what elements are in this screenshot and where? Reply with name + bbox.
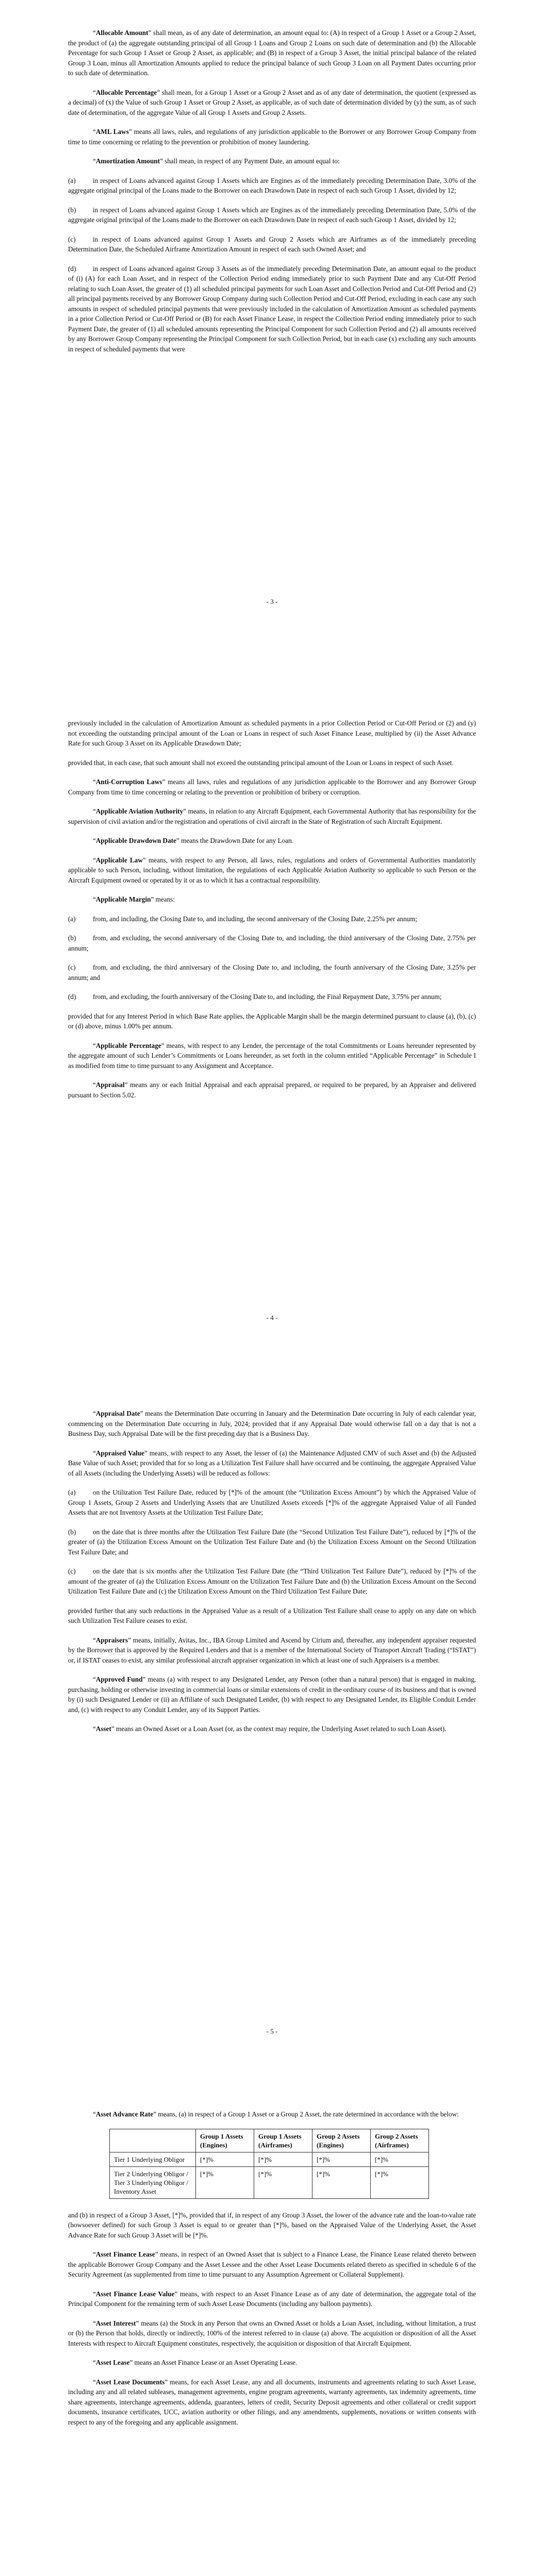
table-cell: [*]% bbox=[371, 2166, 429, 2198]
definition-paragraph: “Applicable Drawdown Date” means the Drawdown Date for any Loan. bbox=[93, 837, 293, 844]
defined-term: Asset Advance Rate bbox=[95, 2110, 154, 2118]
clause-text: in respect of Loans advanced against Group 1 Assets which are Engines as of the immediately preceding Determination Date, 3.0% of the aggregate original principal of the Loans made to the Borrower on each Drawdown Date in respect of each such Group 1 Asset, divided by 12; bbox=[68, 176, 476, 194]
page-number: - 5 - bbox=[266, 2027, 278, 2035]
table-cell: [*]% bbox=[254, 2166, 312, 2198]
definition-paragraph: “Asset Finance Lease” means, in respect of an Owned Asset that is subject to a Finance Lease, the Finance Lease related thereto between the applicable Borrower Group Company and the Asset Lessee and the other Asset Lease Documents related thereto as specified in schedule 6 of the Security Agreement (as supplemented from time to time pursuant to any Assumption Agreement or Collateral Supplement). bbox=[68, 2250, 476, 2278]
page-body bbox=[68, 718, 476, 1109]
clause-number: (a) bbox=[68, 176, 76, 184]
definition-paragraph: “Asset Lease Documents” means, for each Asset Lease, any and all documents, instruments and agreements relating to such Asset Lease, including any and all related subleases, management agreements, engine program agreements, warranty agreements, tax indemnity agreements, time share agreements, interchange agreements, addenda, guarantees, letters of credit, Security Deposit agreements and other collateral or credit support documents, insurance certificates, UCC, aviation authority or other filings, and any amendments, supplements, novations or written consents with respect to any of the foregoing and any applicable assignment. bbox=[68, 2378, 476, 2426]
advance-rate-table bbox=[109, 2129, 429, 2199]
defined-term: Appraisers bbox=[95, 1636, 128, 1644]
table-cell: [*]% bbox=[196, 2152, 254, 2166]
definition-text: ” means, initially, Avitas, Inc., IBA Group Limited and Ascend by Cirium and, thereafter, any independent appraiser requested by the Borrower that is approved by the Required Lenders and that is a member of the International Society of Transport Aircraft Trading (“ISTAT”) or, if ISTAT ceases to exist, any similar professional aircraft appraiser organization in which at least one of such Appraisers is a member. bbox=[68, 1636, 476, 1664]
definition-text: ” means all laws, rules, and regulations of any jurisdiction applicable to the Borrower or any Borrower Group Company from time to time concerning or relating to the prevention or prohibition of money laundering. bbox=[68, 128, 476, 146]
definition-text: ” means (a) the Stock in any Person that owns an Owned Asset or holds a Loan Asset, including, without limitation, a trust or (b) the Person that holds, directly or indirectly, 100% of the interest referred to in clause (a) above. The acquisition or disposition of all the Asset Interests with respect to Aircraft Equipment constitutes, respectively, the acquisition or disposition of that Aircraft Equipment. bbox=[68, 2319, 476, 2347]
definition-paragraph: “Appraisers” means, initially, Avitas, Inc., IBA Group Limited and Ascend by Cirium and, thereafter, any independent appraiser requested by the Borrower that is approved by the Required Lenders and that is a member of the International Society of Transport Aircraft Trading (“ISTAT”) or, if ISTAT ceases to exist, any similar professional aircraft appraiser organization in which at least one of such Appraisers is a member. bbox=[68, 1636, 476, 1664]
body-paragraph: previously included in the calculation of Amortization Amount as scheduled payments in a prior Collection Period or Cut-Off Period or (2) and (y) not exceeding the outstanding principal amount of the Loan or Loans in respect of such Asset Finance Lease, multiplied by (ii) the Asset Advance Rate for such Group 3 Asset on its Applicable Drawdown Date; bbox=[68, 719, 476, 747]
page-body bbox=[68, 1409, 476, 1743]
clause-text: on the Utilization Test Failure Date, reduced by [*]% of the amount (the “Utilization Excess Amount”) by which the Appraised Value of Group 1 Assets, Group 2 Assets and Underlying Assets that are Unutilized Assets exceeds [*]% of the aggregate Appraised Value of all Funded Assets that are not Inventory Assets at the Utilization Test Failure Date; bbox=[68, 1488, 476, 1516]
definition-text: ” means (a) with respect to any Designated Lender, any Person (other than a natural person) that is engaged in making, purchasing, holding or otherwise investing in commercial loans or similar extensions of credit in the ordinary course of its business and that is owned by (i) such Designated Lender or (ii) an Affiliate of such Designated Lender, (b) with respect to any Designated Lender, its Eligible Conduit Lender and, (c) with respect to any Conduit Lender, any of its Support Parties. bbox=[68, 1675, 476, 1714]
definition-paragraph: “Appraised Value” means, with respect to any Asset, the lesser of (a) the Maintenance Adjusted CMV of such Asset and (b) the Adjusted Base Value of such Asset; provided that for so long as a Utilization Test Failure shall have occurred and be continuing, the aggregate Appraised Value of all Assets (including the Underlying Assets) will be reduced as follows: bbox=[68, 1449, 476, 1477]
clause-paragraph bbox=[68, 234, 476, 255]
clause-text: from, and excluding, the second anniversary of the Closing Date to, and including, the third anniversary of the Closing Date, 2.75% per annum; bbox=[68, 934, 476, 952]
definition-text: ” means: bbox=[151, 895, 175, 903]
clause-number: (b) bbox=[68, 206, 76, 214]
body-paragraph: provided that, in each case, that such amount shall not exceed the outstanding principal amount of the Loan or Loans in respect of such Asset. bbox=[68, 758, 454, 767]
definition-text: ” means any or each Initial Appraisal and each appraisal prepared, or required to be prepared, by an Appraiser and delivered pursuant to Section 5.02. bbox=[68, 1081, 476, 1099]
definition-paragraph: “Asset Advance Rate” means, (a) in respect of a Group 1 Asset or a Group 2 Asset, the rate determined in accordance with the below: bbox=[93, 2110, 459, 2118]
table-cell: [*]% bbox=[371, 2152, 429, 2166]
definition-text: ” shall mean, for a Group 1 Asset or a Group 2 Asset and as of any date of determination, the quotient (expressed as a decimal) of (x) the Value of such Group 1 Asset or Group 2 Asset, as applicable, as of such date of determination divided by (y) the sum, as of such date of determination, of the aggregate Value of all Group 1 Assets and Group 2 Assets. bbox=[68, 88, 476, 116]
clause-paragraph bbox=[68, 264, 476, 354]
defined-term: Asset Finance Lease Value bbox=[95, 2290, 175, 2298]
clause-paragraph bbox=[68, 992, 476, 1002]
table-row bbox=[110, 2152, 429, 2166]
page-number: - 4 - bbox=[266, 1314, 278, 1321]
clause-paragraph bbox=[68, 205, 476, 225]
body-paragraph: and (b) in respect of a Group 3 Asset, [*]%, provided that if, in respect of any Group 3 Asset, the lower of the advance rate and the loan-to-value rate (howsoever defined) for such Group 3 Asset is equal to or greater than [*]%, based on the Appraised Value of the Underlying Asset, the Asset Advance Rate for such Group 3 Asset will be [*]%. bbox=[68, 2211, 476, 2239]
definition-paragraph: “Allocable Percentage” shall mean, for a Group 1 Asset or a Group 2 Asset and as of any date of determination, the quotient (expressed as a decimal) of (x) the Value of such Group 1 Asset or Group 2 Asset, as applicable, as of such date of determination divided by (y) the sum, as of such date of determination, of the aggregate Value of all Group 1 Assets and Group 2 Assets. bbox=[68, 88, 476, 116]
definition-text: ” means, with respect to any Person, all laws, rules, regulations and orders of Governmental Authorities mandatorily applicable to such Person, including, without limitation, the regulations of each Applicable Aviation Authority so applicable to such Person or the Aircraft Equipment owned or operated by it or as to which it has a contractual responsibility. bbox=[68, 856, 476, 884]
clause-text: on the date that is three months after the Utilization Test Failure Date (the “Second Utilization Test Failure Date”), reduced by [*]% of the greater of (a) the Utilization Excess Amount on the Utilization Test Failure Date and (b) the Utilization Excess Amount on the Second Utilization Test Failure Date; and bbox=[68, 1528, 476, 1556]
clause-number: (c) bbox=[68, 235, 76, 243]
defined-term: AML Laws bbox=[95, 128, 129, 135]
table-cell: [*]% bbox=[312, 2166, 371, 2198]
definition-text: ” means the Determination Date occurring in January and the Determination Date occurring in July of each calendar year, commencing on the Determination Date occurring in July, 2024; provided that if any Appraisal Date would otherwise fall on a day that is not a Business Day, such Appraisal Date will be the first preceding day that is a Business Day. bbox=[68, 1410, 476, 1437]
table-header-cell: Group 2 Assets (Engines) bbox=[312, 2129, 371, 2152]
clause-number: (b) bbox=[68, 1528, 76, 1536]
defined-term: Approved Fund bbox=[95, 1675, 143, 1683]
definition-paragraph: “Appraisal Date” means the Determination Date occurring in January and the Determination Date occurring in July of each calendar year, commencing on the Determination Date occurring in July, 2024; provided that if any Appraisal Date would otherwise fall on a day that is not a Business Day, such Appraisal Date will be the first preceding day that is a Business Day. bbox=[68, 1410, 476, 1437]
definition-paragraph: “Applicable Margin” means: bbox=[93, 895, 175, 903]
clause-paragraph bbox=[68, 914, 476, 924]
definition-paragraph: “Applicable Aviation Authority” means, in relation to any Aircraft Equipment, each Governmental Authority that has responsibility for the supervision of civil aviation and/or the registration and operations of civil aircraft in the State of Registration of such Aircraft Equipment. bbox=[68, 807, 476, 825]
defined-term: Amortization Amount bbox=[95, 157, 160, 165]
defined-term: Applicable Aviation Authority bbox=[95, 807, 184, 815]
clause-paragraph bbox=[68, 1487, 476, 1518]
clause-paragraph bbox=[68, 933, 476, 953]
definition-text: ” means, in relation to any Aircraft Equipment, each Governmental Authority that has responsibility for the supervision of civil aviation and/or the registration and operations of civil aircraft in the State of Registration of such Aircraft Equipment. bbox=[68, 807, 476, 825]
definition-paragraph: “Asset Interest” means (a) the Stock in any Person that owns an Owned Asset or holds a Loan Asset, including, without limitation, a trust or (b) the Person that holds, directly or indirectly, 100% of the interest referred to in clause (a) above. The acquisition or disposition of all the Asset Interests with respect to Aircraft Equipment constitutes, respectively, the acquisition or disposition of that Aircraft Equipment. bbox=[68, 2319, 476, 2347]
clause-text: on the date that is six months after the Utilization Test Failure Date (the “Third Utilization Test Failure Date”), reduced by [*]% of the amount of the greater of (a) the Utilization Excess Amount on the Utilization Test Failure Date and (b) the Utilization Excess Amount on the Second Utilization Test Failure Date and (c) the Utilization Excess Amount on the Third Utilization Test Failure Date; bbox=[68, 1567, 476, 1595]
definition-text: ” means an Asset Finance Lease or an Asset Operating Lease. bbox=[129, 2359, 298, 2366]
defined-term: Asset bbox=[95, 1725, 111, 1733]
table-row bbox=[110, 2166, 429, 2198]
definition-text: ” means an Owned Asset or a Loan Asset (or, as the context may require, the Underlying Asset related to such Loan Asset). bbox=[111, 1725, 447, 1733]
definition-text: ” means the Drawdown Date for any Loan. bbox=[176, 837, 293, 844]
table-cell: [*]% bbox=[196, 2166, 254, 2198]
clause-text: from, and excluding, the third anniversary of the Closing Date to, and including, the fourth anniversary of the Closing Date, 3.25% per annum; and bbox=[68, 963, 476, 981]
document-page bbox=[0, 0, 544, 618]
definition-text: ” means all laws, rules and regulations of any jurisdiction applicable to the Borrower and any Borrower Group Company from time to time concerning or relating to the prevention or prohibition of bribery or corruption. bbox=[68, 778, 476, 796]
clause-text: in respect of Loans advanced against Group 1 Assets which are Engines as of the immediately preceding Determination Date, 5.0% of the aggregate original principal of the Loans made to the Borrower on each Drawdown Date in respect of each such Group 1 Asset, divided by 12; bbox=[68, 206, 476, 224]
page-body bbox=[68, 28, 476, 363]
definition-text: ” means, with respect to any Lender, the percentage of the total Commitments or Loans hereunder represented by the aggregate amount of such Lender’s Commitments or Loans hereunder, as set forth in the column entitled “Applicable Percentage” in Schedule I as modified from time to time pursuant to any Assignment and Acceptance. bbox=[68, 1041, 476, 1070]
defined-term: Asset Interest bbox=[95, 2319, 136, 2327]
definition-paragraph: “Amortization Amount” shall mean, in respect of any Payment Date, an amount equal to: bbox=[93, 157, 340, 165]
defined-term: Applicable Percentage bbox=[95, 1041, 161, 1049]
table-cell: [*]% bbox=[312, 2152, 371, 2166]
definition-paragraph: “Approved Fund” means (a) with respect to any Designated Lender, any Person (other than a natural person) that is engaged in making, purchasing, holding or otherwise investing in commercial loans or similar extensions of credit in the ordinary course of its business and that is owned by (i) such Designated Lender or (ii) an Affiliate of such Designated Lender, (b) with respect to any Designated Lender, its Eligible Conduit Lender and, (c) with respect to any Conduit Lender, any of its Support Parties. bbox=[68, 1675, 476, 1714]
definition-paragraph: “Allocable Amount” shall mean, as of any date of determination, an amount equal to: (A) in respect of a Group 1 Asset or a Group 2 Asset, the product of (a) the aggregate outstanding principal of all Group 1 Loans and Group 2 Loans on such date of determination and (b) the Allocable Percentage for such Group 1 Asset or Group 2 Asset, as applicable; and (B) in respect of a Group 3 Asset, the initial principal balance of the related Group 3 Loan, minus all Amortization Amounts applied to reduce the principal balance of such Group 3 Loan on all Payment Dates occurring prior to such date of determination. bbox=[68, 29, 476, 77]
defined-term: Allocable Amount bbox=[95, 29, 149, 37]
definition-paragraph: “Appraisal” means any or each Initial Appraisal and each appraisal prepared, or required to be prepared, by an Appraiser and delivered pursuant to Section 5.02. bbox=[68, 1081, 476, 1099]
document-page bbox=[0, 1381, 544, 2045]
defined-term: Asset Lease bbox=[95, 2359, 130, 2366]
table-header-row bbox=[110, 2129, 429, 2152]
table-cell: Tier 2 Underlying Obligor / Tier 3 Underlying Obligor / Inventory Asset bbox=[110, 2166, 196, 2198]
definition-text: ” means, with respect to any Asset, the lesser of (a) the Maintenance Adjusted CMV of such Asset and (b) the Adjusted Base Value of such Asset; provided that for so long as a Utilization Test Failure shall have occurred and be continuing, the aggregate Appraised Value of all Assets (including the Underlying Assets) will be reduced as follows: bbox=[68, 1449, 476, 1477]
table-header-cell: Group 1 Assets (Airframes) bbox=[254, 2129, 312, 2152]
page-body bbox=[68, 2109, 476, 2436]
definition-paragraph: “AML Laws” means all laws, rules, and regulations of any jurisdiction applicable to the Borrower or any Borrower Group Company from time to time concerning or relating to the prevention or prohibition of money laundering. bbox=[68, 128, 476, 146]
clause-text: in respect of Loans advanced against Group 1 Assets and Group 2 Assets which are Airframes as of the immediately preceding Determination Date, the Scheduled Airframe Amortization Amount in respect of each such Owned Asset; and bbox=[68, 235, 476, 253]
definition-paragraph: “Applicable Law” means, with respect to any Person, all laws, rules, regulations and orders of Governmental Authorities mandatorily applicable to such Person, including, without limitation, the regulations of each Applicable Aviation Authority so applicable to such Person or the Aircraft Equipment owned or operated by it or as to which it has a contractual responsibility. bbox=[68, 856, 476, 884]
defined-term: Asset Lease Documents bbox=[95, 2378, 165, 2386]
definition-text: ” shall mean, in respect of any Payment Date, an amount equal to: bbox=[160, 157, 340, 165]
body-paragraph: provided that for any Interest Period in which Base Rate applies, the Applicable Margin shall be the margin determined pursuant to clause (a), (b), (c) or (d) above, minus 1.00% per annum. bbox=[68, 1012, 476, 1030]
body-paragraph: provided further that any such reductions in the Appraised Value as a result of a Utilization Test Failure shall cease to apply on any date on which such Utilization Test Failure ceases to exist. bbox=[68, 1606, 476, 1624]
defined-term: Applicable Law bbox=[95, 856, 143, 864]
clause-paragraph bbox=[68, 1566, 476, 1597]
defined-term: Anti-Corruption Laws bbox=[95, 778, 162, 786]
clause-paragraph bbox=[68, 1527, 476, 1557]
definition-paragraph: “Applicable Percentage” means, with respect to any Lender, the percentage of the total Commitments or Loans hereunder represented by the aggregate amount of such Lender’s Commitments or Loans hereunder, as set forth in the column entitled “Applicable Percentage” in Schedule I as modified from time to time pursuant to any Assignment and Acceptance. bbox=[68, 1041, 476, 1070]
clause-text: in respect of Loans advanced against Group 3 Assets as of the immediately preceding Determination Date, an amount equal to the product of (i) (A) for each Loan Asset, and in respect of the Collection Period ending immediately prior to such Payment Date and any Cut-Off Period relating to such Loan Asset, the greater of (1) all scheduled principal payments for such Loan Asset and Collection Period and Cut-Off Period and (2) all principal payments received by any Borrower Group Company during such Collection Period and Cut-Off Period, excluding in each case any such amounts in respect of scheduled principal payments that were previously included in the calculation of Amortization Amount as scheduled payments in a prior Collection Period or Cut-Off Period or (B) for each Asset Finance Lease, in respect the Collection Period ending immediately prior to such Payment Date, the greater of (1) all scheduled amounts representing the Principal Component for such Collection Period and (2) all amounts received by any Borrower Group Company representing the Principal Component for such Collection Period, but in each case (x) excluding any such amounts in respect of scheduled payments that were bbox=[68, 264, 476, 353]
clause-number: (d) bbox=[68, 264, 76, 273]
clause-number: (a) bbox=[68, 914, 76, 923]
table-cell: Tier 1 Underlying Obligor bbox=[110, 2152, 196, 2166]
defined-term: Allocable Percentage bbox=[95, 88, 157, 96]
definition-paragraph: “Asset Finance Lease Value” means, with respect to an Asset Finance Lease as of any date of determination, the aggregate total of the Principal Component for the remaining term of such Asset Lease Documents (including any balloon payments). bbox=[68, 2290, 476, 2308]
table-header-cell bbox=[110, 2129, 196, 2152]
definition-text: ” means, for each Asset Lease, any and all documents, instruments and agreements relating to such Asset Lease, including any and all related subleases, management agreements, engine program agreements, warranty agreements, tax indemnity agreements, time share agreements, interchange agreements, addenda, guarantees, letters of credit, Security Deposit agreements and other collateral or credit support documents, insurance certificates, UCC, aviation authority or other filings, and any amendments, supplements, novations or written consents with respect to any of the foregoing and any applicable assignment. bbox=[68, 2378, 476, 2426]
defined-term: Appraisal Date bbox=[95, 1410, 140, 1417]
defined-term: Applicable Margin bbox=[95, 895, 151, 903]
defined-term: Applicable Drawdown Date bbox=[95, 837, 176, 844]
defined-term: Appraised Value bbox=[95, 1449, 145, 1457]
clause-paragraph bbox=[68, 176, 476, 196]
definition-paragraph: “Anti-Corruption Laws” means all laws, rules and regulations of any jurisdiction applicable to the Borrower and any Borrower Group Company from time to time concerning or relating to the prevention or prohibition of bribery or corruption. bbox=[68, 778, 476, 796]
document-page bbox=[0, 2081, 544, 2576]
table-header-cell: Group 2 Assets (Airframes) bbox=[371, 2129, 429, 2152]
clause-number: (c) bbox=[68, 963, 76, 971]
page-number: - 3 - bbox=[266, 598, 278, 605]
defined-term: Asset Finance Lease bbox=[95, 2250, 155, 2258]
clause-text: from, and excluding, the fourth anniversary of the Closing Date to, and including, the Final Repayment Date, 3.75% per annum; bbox=[93, 993, 442, 1001]
definition-text: ” means, with respect to an Asset Finance Lease as of any date of determination, the aggregate total of the Principal Component for the remaining term of such Asset Lease Documents (including any balloon payments). bbox=[68, 2290, 476, 2308]
table-cell: [*]% bbox=[254, 2152, 312, 2166]
clause-number: (b) bbox=[68, 934, 76, 942]
definition-text: ” means, (a) in respect of a Group 1 Asset or a Group 2 Asset, the rate determined in accordance with the below: bbox=[153, 2110, 459, 2118]
document-page bbox=[0, 690, 544, 1334]
defined-term: Appraisal bbox=[95, 1081, 125, 1089]
clause-number: (d) bbox=[68, 993, 76, 1001]
clause-text: from, and including, the Closing Date to, and including, the second anniversary of the Closing Date, 2.25% per annum; bbox=[93, 914, 418, 923]
table-header-cell: Group 1 Assets (Engines) bbox=[196, 2129, 254, 2152]
definition-paragraph: “Asset Lease” means an Asset Finance Lease or an Asset Operating Lease. bbox=[93, 2359, 298, 2366]
clause-paragraph bbox=[68, 962, 476, 982]
definition-text: ” shall mean, as of any date of determination, an amount equal to: (A) in respect of a Group 1 Asset or a Group 2 Asset, the product of (a) the aggregate outstanding principal of all Group 1 Loans and Group 2 Loans on such date of determination and (b) the Allocable Percentage for such Group 1 Asset or Group 2 Asset, as applicable; and (B) in respect of a Group 3 Asset, the initial principal balance of the related Group 3 Loan, minus all Amortization Amounts applied to reduce the principal balance of such Group 3 Loan on all Payment Dates occurring prior to such date of determination. bbox=[68, 29, 476, 77]
definition-paragraph: “Asset” means an Owned Asset or a Loan Asset (or, as the context may require, the Underlying Asset related to such Loan Asset). bbox=[93, 1725, 447, 1733]
clause-number: (a) bbox=[68, 1488, 76, 1496]
definition-text: ” means, in respect of an Owned Asset that is subject to a Finance Lease, the Finance Lease related thereto between the applicable Borrower Group Company and the Asset Lessee and the other Asset Lease Documents related thereto as specified in schedule 6 of the Security Agreement (as supplemented from time to time pursuant to any Assumption Agreement or Collateral Supplement). bbox=[68, 2250, 476, 2278]
clause-number: (c) bbox=[68, 1567, 76, 1575]
